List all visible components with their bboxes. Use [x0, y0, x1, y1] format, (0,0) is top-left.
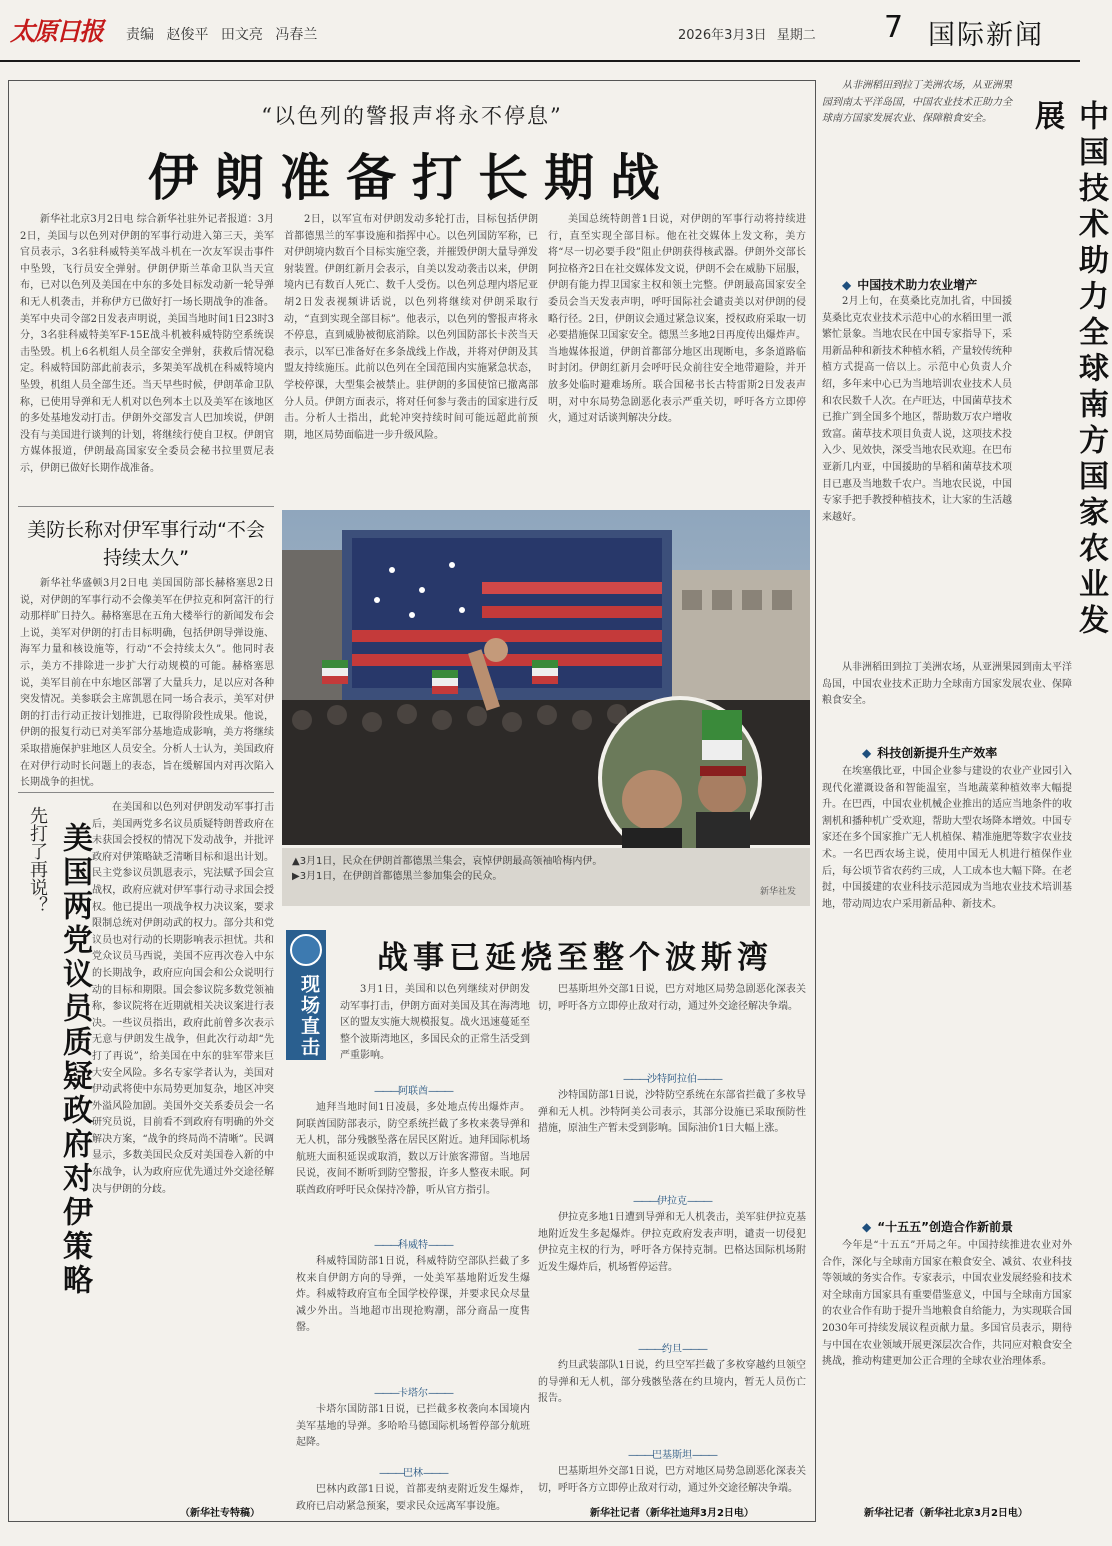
dateline-pakistan: ——— 巴基斯坦 ———	[538, 1446, 806, 1461]
photo-caption	[282, 848, 810, 906]
photo-credit: 新华社发	[759, 887, 796, 897]
publication-date: 2026年3月3日 星期二	[678, 28, 816, 43]
masthead	[0, 0, 1080, 62]
dateline-saudi: ——— 沙特阿拉伯 ———	[538, 1070, 806, 1085]
side-body-1b: 从非洲稻田到拉丁美洲农场，从亚洲果园到南太平洋岛国，中国农业技术正助力全球南方国家发展农业、保障粮食安全。	[822, 662, 1072, 707]
dateline-qatar: ——— 卡塔尔 ———	[296, 1384, 530, 1399]
gulf-headline: 战事已延烧至整个波斯湾	[377, 940, 773, 976]
gulf-intro: 3月1日，美国和以色列继续对伊朗发动军事打击，伊朗方面对美国及其在海湾地区的盟友实施大规模报复。战火迅速蔓延至整个波斯湾地区，多国民众的正常生活受到严重影响。	[340, 984, 530, 1062]
news-photo	[282, 510, 810, 845]
dateline-iraq: ——— 伊拉克 ———	[538, 1192, 806, 1207]
side-intro: 从非洲稻田到拉丁美洲农场，从亚洲果园到南太平洋岛国，中国农业技术正助力全球南方国家发展农业、保障粮食安全。	[822, 80, 1012, 125]
diamond-icon: ◆	[842, 278, 852, 292]
side-body-3: 今年是“十五五”开局之年。中国持续推进农业对外合作，深化与全球南方国家在粮食安全、减贫、农业科技等领域的务实合作。专家表示，中国农业发展经验和技术对全球南方国家具有重要借鉴意义，中国与全球南方国家的农业合作有助于提升当地粮食自给能力，为实现联合国2030年可持续发展议程贡献力量。多国官员表示，期待与中国在农业领域开展更深层次合作，共同应对粮食安全挑战，推动构建更加公正合理的全球农业治理体系。	[822, 1240, 1072, 1368]
side-signoff: 新华社记者（新华社北京3月2日电）	[864, 1508, 1028, 1519]
gulf-body-jordan: 约旦武装部队1日说，约旦空军拦截了多枚穿越约旦领空的导弹和无人机，部分残骸坠落在约旦境内，暂无人员伤亡报告。	[538, 1360, 806, 1405]
gulf-signoff: 新华社记者（新华社迪拜3月2日电）	[590, 1508, 754, 1519]
dateline-bahrain: ——— 巴林 ———	[296, 1464, 530, 1479]
gulf-body-saudi: 沙特国防部1日说，沙特防空系统在东部省拦截了多枚导弹和无人机。沙特阿美公司表示，其部分设施已采取预防性措施，原油生产暂未受到影响。国际油价1日大幅上涨。	[538, 1090, 806, 1135]
lead-col-2: 2日，以军宣布对伊朗发动多轮打击，目标包括伊朗首都德黑兰的军事设施和指挥中心。以色列国防军称，已对伊朗境内数百个目标实施空袭，并摧毁伊朗大量导弹发射装置。伊朗红新月会表示，自美以发动袭击以来，伊朗境内已有数百人死亡、数千人受伤。以色列总理内塔尼亚胡2日发表视频讲话说，以色列将继续对伊朗采取行动，“直到实现全部目标”。他表示，以色列的警报声将永不停息，直到威胁被彻底消除。以色列国防部长卡茨当天表示，以军已准备好在多条战线上作战，并将对伊朗及其盟友持续施压。此前以色列在全国范围内实施紧急状态，学校停课，大型集会被禁止。驻伊朗的多国使馆已撤离部分人员。伊朗方面表示，将对任何参与袭击的国家进行反击。分析人士指出，此轮冲突持续时间可能远超此前预期，地区局势面临进一步升级风险。	[284, 214, 538, 441]
gulf-body-iraq: 伊拉克多地1日遭到导弹和无人机袭击，美军驻伊拉克基地附近发生多起爆炸。伊拉克政府发表声明，谴责一切侵犯伊拉克主权的行为，呼吁各方保持克制。巴格达国际机场附近发生爆炸后，机场暂停运营。	[538, 1212, 806, 1273]
live-report-label: 现场直击	[298, 974, 320, 1058]
photo-caption-2: ▶3月1日，在伊朗首都德黑兰参加集会的民众。	[292, 871, 503, 882]
congress-headline: 美国两党议员质疑政府对伊策略	[57, 822, 92, 1298]
divider-congress-top	[18, 792, 274, 793]
billboard	[352, 538, 662, 688]
side-body-2: 在埃塞俄比亚，中国企业参与建设的农业产业园引入现代化灌溉设备和智能温室，当地蔬菜种植效率大幅提升。在巴西，中国农业机械企业推出的适应当地条件的收割机和播种机广受欢迎，帮助大型农场降本增效。中国专家还在多个国家推广无人机植保、精准施肥等数字农业技术。一名巴西农场主说，使用中国无人机进行植保作业后，每公顷节省农药约三成，人工成本也大幅下降。在老挝，中国援建的农业科技示范园成为当地农业技术培训基地，带动周边农户采用新品种、新技术。	[822, 766, 1072, 910]
defense-body: 新华社华盛顿3月2日电 美国国防部长赫格塞思2日说，对伊朗的军事行动不会像美军在伊拉克和阿富汗的行动那样旷日持久。赫格塞思在五角大楼举行的新闻发布会上说，美军对伊朗的打击目标明确，包括伊朗导弹设施、海军力量和核设施等，行动“不会持续太久”。他同时表示，美方不排除进一步扩大行动规模的可能。赫格塞思说，美军目前在中东地区部署了大量兵力，足以应对各种突发情况。美参联会主席凯恩在同一场合表示，美军对伊朗的打击行动正按计划推进，已取得阶段性成果。他说，伊朗的报复行动已对美军部分基地造成影响，美方将继续采取措施保护驻地区人员安全。分析人士认为，美国政府在对伊行动时长问题上的表态，旨在缓解国内对再次陷入长期战争的担忧。	[20, 578, 274, 789]
editors-line: 责编 赵俊平 田文亮 冯春兰	[126, 27, 318, 43]
crowd-photo-illustration	[282, 510, 810, 845]
congress-kicker: 先打了再说？	[27, 806, 48, 914]
lead-headline: 伊朗准备打长期战	[148, 149, 676, 207]
camera-icon	[290, 934, 322, 966]
side-subheading-1: ◆ 中国技术助力农业增产	[842, 278, 978, 292]
side-headline: 中国技术助力全球南方国家农业发展	[1029, 100, 1108, 640]
diamond-icon: ◆	[862, 746, 872, 760]
side-subheading-2: ◆ 科技创新提升生产效率	[862, 746, 998, 760]
inset-portrait	[598, 696, 762, 860]
dateline-uae: ——— 阿联酋 ———	[296, 1082, 530, 1097]
photo-caption-1: ▲3月1日，民众在伊朗首都德黑兰集会，哀悼伊朗最高领袖哈梅内伊。	[292, 856, 603, 867]
divider-defense-top	[18, 506, 274, 507]
dateline-jordan: ——— 约旦 ———	[538, 1340, 806, 1355]
congress-body: 在美国和以色列对伊朗发动军事打击后，美国两党多名议员质疑特朗普政府在未获国会授权的情况下发动战争，并批评政府对伊策略缺乏清晰目标和退出计划。民主党参议员凯恩表示，宪法赋予国会宣战权，政府应就对伊军事行动寻求国会授权。他已提出一项战争权力决议案，要求限制总统对伊朗动武的权力。部分共和党议员也对行动的长期影响表示担忧。共和党众议员马西说，美国不应再次卷入中东的长期战争，政府应向国会和公众说明行动的目标和期限。国会参议院多数党领袖称，参议院将在近期就相关决议案进行表决。一些议员指出，政府此前曾多次表示无意与伊朗发生战争，但此次行动却“先打了再说”，给美国在中东的驻军带来巨大安全风险。多名专家学者认为，美国对伊动武将使中东局势更加复杂，地区冲突外溢风险加剧。美国外交关系委员会一名研究员说，目前看不到政府有明确的外交解决方案，“战争的终局尚不清晰”。民调显示，多数美国民众反对美国卷入新的中东战争，认为政府应优先通过外交途径解决与伊朗的分歧。	[92, 802, 274, 1195]
lead-kicker: “以色列的警报声将永不停息”	[261, 104, 563, 128]
side-subheading-3: ◆ “十五五”创造合作新前景	[862, 1220, 1014, 1234]
defense-headline: 美防长称对伊军事行动“不会持续太久”	[27, 519, 265, 569]
side-body-1: 2月上旬，在莫桑比克加扎省，中国援莫桑比克农业技术示范中心的水稻田里一派繁忙景象。当地农民在中国专家指导下，采用新品种和新技术种植水稻，产量较传统种植方式提高一倍以上。示范中心负责人介绍，多年来中心已为当地培训农业技术人员和农民数千人次。在卢旺达，中国菌草技术已推广到全国多个地区，帮助数万农户增收致富。菌草技术项目负责人说，这项技术投入少、见效快，深受当地农民欢迎。在巴布亚新几内亚，中国援助的旱稻和菌草技术项目已惠及当地数千农户。当地农民说，中国专家手把手教授种植技术，让大家的生活越来越好。	[822, 296, 1012, 523]
gulf-body-qatar: 卡塔尔国防部1日说，已拦截多枚袭向本国境内美军基地的导弹。多哈哈马德国际机场暂停部分航班起降。	[296, 1404, 530, 1449]
live-report-badge	[286, 930, 326, 1060]
newspaper-logo: 太原日报	[10, 17, 103, 46]
lead-col-1: 新华社北京3月2日电 综合新华社驻外记者报道：3月2日，美国与以色列对伊朗的军事行动进入第三天，美军官员表示，3名驻科威特美军战斗机在一次友军误击事件中坠毁，飞行员安全弹射。伊朗伊斯兰革命卫队当天宣布，已对以色列及美国在中东的多处目标发动新一轮导弹和无人机袭击，并称伊方已做好打一场长期战争的准备。美军中央司令部2日发表声明说，美国当地时间1日23时3分，3名驻科威特美军F-15E战斗机被科威特防空系统误击坠毁。机上6名机组人员全部安全弹射，获救后情况稳定。科威特国防部此前表示，多架美军战机在科威特境内坠毁，机组人员全部生还。当天早些时候，伊朗革命卫队称，已使用导弹和无人机对以色列本土以及美军在该地区的多处基地发动打击。伊朗外交部发言人巴加埃说，伊朗没有与美国进行谈判的计划，将继续行使自卫权。伊朗官方媒体报道，伊朗最高国家安全委员会秘书拉里贾尼表示，伊朗已做好长期作战准备。	[20, 214, 274, 474]
gulf-col2-intro: 巴基斯坦外交部1日说，巴方对地区局势急剧恶化深表关切，呼吁各方立即停止敌对行动，通过外交途径解决争端。	[538, 984, 806, 1012]
gulf-body-pakistan: 巴基斯坦外交部1日说，巴方对地区局势急剧恶化深表关切，呼吁各方立即停止敌对行动，通过外交途径解决争端。	[538, 1466, 806, 1494]
gulf-body-bahrain: 巴林内政部1日说，首都麦纳麦附近发生爆炸，政府已启动紧急预案，要求民众远离军事设施。	[296, 1484, 530, 1512]
lead-col-3: 美国总统特朗普1日说，对伊朗的军事行动将持续进行，直至实现全部目标。他在社交媒体上发文称，美方将“尽一切必要手段”阻止伊朗获得核武器。伊朗外交部长阿拉格齐2日在社交媒体发文说，伊朗不会在威胁下屈服，伊朗有能力捍卫国家主权和领土完整。伊朗最高国家安全委员会当天发表声明，呼吁国际社会谴责美以对伊朗的侵略行径。2日，伊朗议会通过紧急议案，授权政府采取一切必要措施保卫国家安全。德黑兰多地2日再度传出爆炸声。当地媒体报道，伊朗首都部分地区出现断电，多条道路临时封闭。伊朗红新月会呼吁民众前往安全地带避险，并开放多处临时避难场所。联合国秘书长古特雷斯2日发表声明，对中东局势急剧恶化表示严重关切，呼吁各方立即停火，通过对话谈判解决分歧。	[548, 214, 806, 425]
section-title: 国际新闻	[928, 20, 1044, 51]
dateline-kuwait: ——— 科威特 ———	[296, 1236, 530, 1251]
gulf-body-uae: 迪拜当地时间1日凌晨，多处地点传出爆炸声。阿联酋国防部表示，防空系统拦截了多枚来袭导弹和无人机，部分残骸坠落在居民区附近。迪拜国际机场航班大面积延误或取消，数以万计旅客滞留。当地居民说，夜间不断听到防空警报，许多人整夜未眠。阿联酋政府呼吁民众保持冷静，听从官方指引。	[296, 1102, 530, 1196]
congress-signoff: （新华社专特稿）	[180, 1508, 260, 1519]
diamond-icon: ◆	[862, 1220, 872, 1234]
gulf-body-kuwait: 科威特国防部1日说，科威特防空部队拦截了多枚来自伊朗方向的导弹，一处美军基地附近发生爆炸。科威特政府宣布全国学校停课，并要求民众尽量减少外出。当地超市出现抢购潮，部分商品一度售罄。	[296, 1256, 530, 1334]
page-number: 7	[884, 10, 904, 45]
